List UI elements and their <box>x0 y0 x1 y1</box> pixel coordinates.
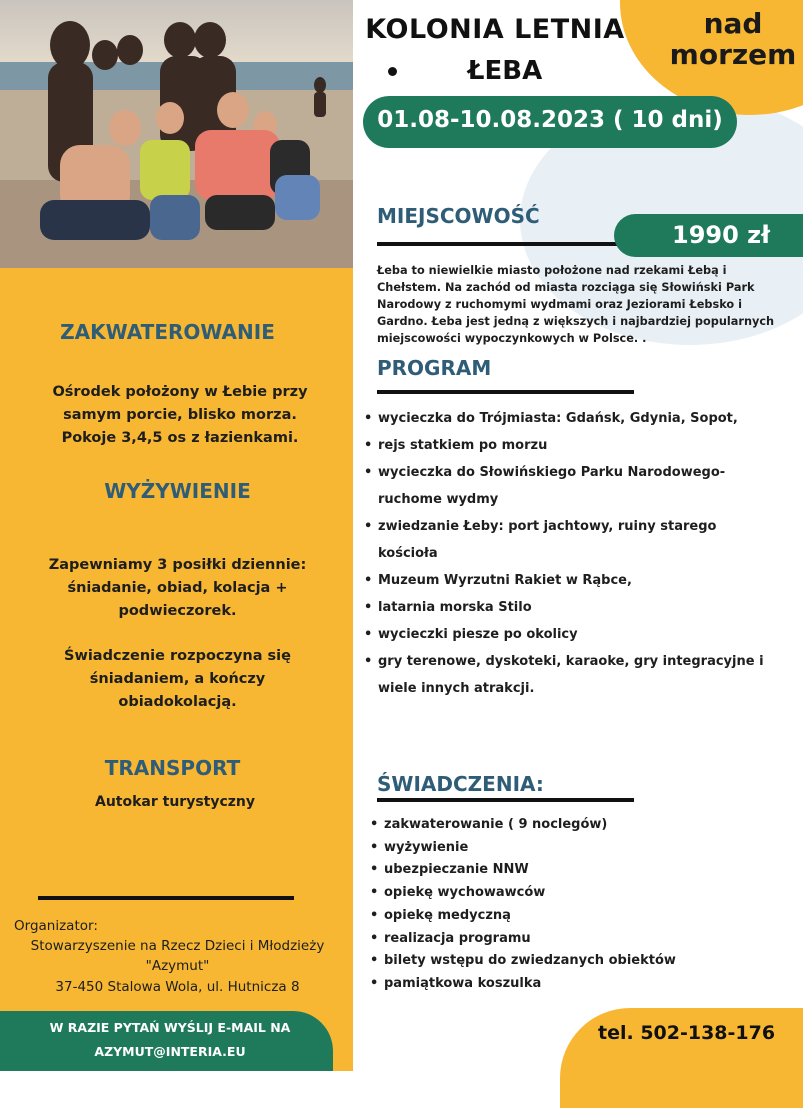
miejscowosc-heading: MIEJSCOWOŚĆ <box>377 204 540 228</box>
program-heading: PROGRAM <box>377 356 492 380</box>
swiadczenie-item: • opiekę medyczną <box>368 905 778 928</box>
dates-text: 01.08-10.08.2023 ( 10 dni) <box>377 107 723 133</box>
phone-number[interactable]: tel. 502-138-176 <box>598 1022 776 1044</box>
email-prompt: W RAZIE PYTAŃ WYŚLIJ E-MAIL NA <box>49 1020 291 1035</box>
swiadczenia-heading: ŚWIADCZENIA: <box>377 772 544 796</box>
program-rule <box>377 390 634 394</box>
swiadczenie-item: • realizacja programu <box>368 928 778 951</box>
organizer-short-name: "Azymut" <box>145 958 210 974</box>
swiadczenie-item: • pamiątkowa koszulka <box>368 973 778 996</box>
price-text: 1990 zł <box>672 221 771 249</box>
beach-group-photo <box>0 0 353 268</box>
organizer-label: Organizator: <box>14 918 98 934</box>
swiadczenia-list <box>368 814 778 996</box>
camp-title: KOLONIA LETNIA <box>365 14 625 45</box>
miejscowosc-rule <box>377 242 632 246</box>
swiadczenie-info-text: Świadczenie rozpoczyna się śniadaniem, a kończy obiadokolacją. <box>64 648 291 710</box>
program-item: • wycieczka do Trójmiasta: Gdańsk, Gdynia, Sopot, <box>362 405 772 432</box>
swiadczenie-item: • bilety wstępu do zwiedzanych obiektów <box>368 950 778 973</box>
organizer-address: 37-450 Stalowa Wola, ul. Hutnicza 8 <box>55 979 300 995</box>
swiadczenie-item: • wyżywienie <box>368 837 778 860</box>
camp-place: ŁEBA <box>467 56 543 86</box>
zakwaterowanie-text: Ośrodek położony w Łebie przy samym porcie, blisko morza. Pokoje 3,4,5 os z łazienkami. <box>52 384 308 446</box>
swiadczenie-item: • zakwaterowanie ( 9 noclegów) <box>368 814 778 837</box>
organizer-rule <box>38 896 294 900</box>
miejscowosc-text: Łeba to niewielkie miasto położone nad rzekami Łebą i Chełstem. Na zachód od miasta rozciąga się Słowiński Park Narodowy z ruchomymi wydmami oraz Jeziorami Łebsko i Gardno. Łeba jest jedną z większych i najbardziej popularnych miejscowości wypoczynkowych w Polsce. . <box>377 264 775 345</box>
wyzywienie-text: Zapewniamy 3 posiłki dziennie: śniadanie, obiad, kolacja + podwieczorek. <box>48 557 307 619</box>
swiadczenie-item: • opiekę wychowawców <box>368 882 778 905</box>
program-item: • zwiedzanie Łeby: port jachtowy, ruiny starego kościoła <box>362 513 772 567</box>
email-banner <box>0 1011 333 1071</box>
swiadczenie-item: • ubezpieczanie NNW <box>368 859 778 882</box>
program-item: • wycieczki piesze po okolicy <box>362 621 772 648</box>
program-item: • gry terenowe, dyskoteki, karaoke, gry integracyjne i wiele innych atrakcji. <box>362 648 772 702</box>
price-pill <box>614 214 803 257</box>
organizer-name: Stowarzyszenie na Rzecz Dzieci i Młodzieży <box>30 938 325 954</box>
transport-text: Autokar turystyczny <box>94 794 256 810</box>
bullet-dot <box>388 67 397 76</box>
program-item: • latarnia morska Stilo <box>362 594 772 621</box>
program-item: • wycieczka do Słowińskiego Parku Narodowego- ruchome wydmy <box>362 459 772 513</box>
email-address[interactable]: AZYMUT@INTERIA.EU <box>94 1044 246 1059</box>
wyzywienie-heading: WYŻYWIENIE <box>104 479 251 503</box>
transport-heading: TRANSPORT <box>104 756 241 780</box>
dates-banner <box>363 96 737 148</box>
program-item: • rejs statkiem po morzu <box>362 432 772 459</box>
photo-illustration <box>0 0 353 268</box>
zakwaterowanie-heading: ZAKWATEROWANIE <box>60 320 275 344</box>
badge-nad-morzem: nad morzem <box>669 7 797 71</box>
program-item: • Muzeum Wyrzutni Rakiet w Rąbce, <box>362 567 772 594</box>
program-list <box>362 405 772 702</box>
swiadczenia-rule <box>377 798 634 802</box>
